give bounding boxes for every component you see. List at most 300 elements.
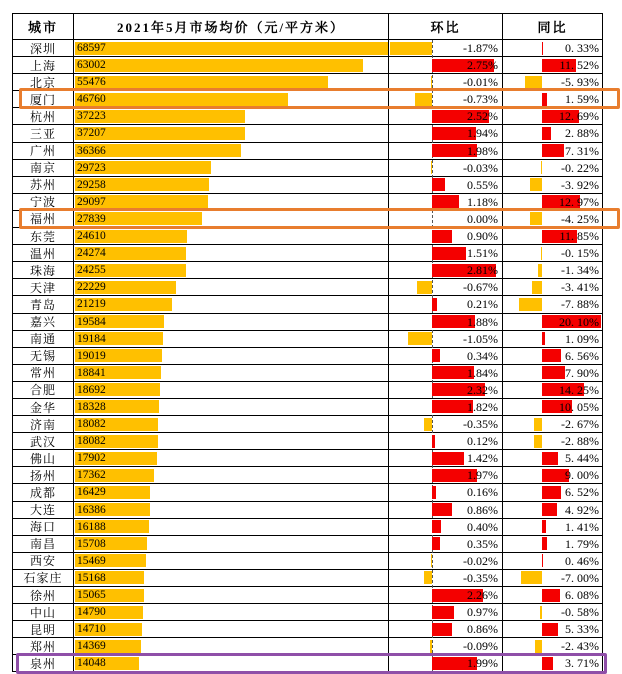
- yoy-value: 9. 00%: [565, 468, 599, 483]
- price-value: 21219: [77, 298, 106, 311]
- price-cell: [74, 40, 389, 56]
- mom-cell: [389, 365, 503, 381]
- mom-cell: [389, 279, 503, 295]
- mom-value: -0.09%: [463, 639, 498, 654]
- price-cell: [74, 570, 389, 586]
- yoy-bar: [519, 298, 542, 311]
- header-price: 2021年5月市场均价（元/平方米）: [74, 14, 389, 39]
- mom-bar: [415, 93, 432, 106]
- mom-value: -0.35%: [463, 417, 498, 432]
- mom-value: 2.32%: [467, 382, 498, 397]
- city-name: 成都: [29, 485, 56, 500]
- yoy-value: -0. 15%: [561, 246, 599, 261]
- mom-value: -0.02%: [463, 553, 498, 568]
- table-row: [13, 655, 602, 672]
- yoy-cell: [503, 604, 602, 620]
- city-cell: [13, 108, 74, 124]
- yoy-bar: [542, 332, 545, 345]
- yoy-bar: [530, 212, 543, 225]
- table-row: [13, 348, 602, 365]
- yoy-bar: [542, 486, 561, 499]
- city-cell: [13, 621, 74, 637]
- yoy-value: 11. 85%: [559, 229, 599, 244]
- table-row: [13, 143, 602, 160]
- price-value: 16386: [77, 503, 106, 516]
- price-cell: [74, 484, 389, 500]
- city-name: 金华: [29, 400, 56, 415]
- price-cell: [74, 177, 389, 193]
- price-value: 18328: [77, 400, 106, 413]
- city-name: 温州: [29, 246, 56, 261]
- city-cell: [13, 587, 74, 603]
- price-value: 29723: [77, 161, 106, 174]
- price-cell: [74, 74, 389, 90]
- mom-bar: [432, 486, 436, 499]
- yoy-cell: [503, 382, 602, 398]
- city-cell: [13, 143, 74, 159]
- yoy-value: 12. 97%: [559, 194, 599, 209]
- mom-value: 1.42%: [467, 451, 498, 466]
- yoy-bar: [530, 178, 542, 191]
- price-cell: [74, 399, 389, 415]
- table-row: [13, 314, 602, 331]
- price-cell: [74, 553, 389, 569]
- yoy-cell: [503, 40, 602, 56]
- yoy-bar: [534, 418, 542, 431]
- table-row: [13, 621, 602, 638]
- mom-cell: [389, 536, 503, 552]
- price-cell: [74, 587, 389, 603]
- yoy-cell: [503, 655, 602, 671]
- mom-value: 1.84%: [467, 365, 498, 380]
- mom-cell: [389, 416, 503, 432]
- table-row: [13, 467, 602, 484]
- yoy-value: -2. 88%: [561, 434, 599, 449]
- price-value: 24610: [77, 230, 106, 243]
- city-name: 南通: [29, 332, 56, 347]
- yoy-value: -0. 22%: [561, 160, 599, 175]
- price-cell: [74, 143, 389, 159]
- city-name: 嘉兴: [29, 315, 56, 330]
- price-value: 14369: [77, 640, 106, 653]
- yoy-cell: [503, 502, 602, 518]
- price-value: 22229: [77, 281, 106, 294]
- city-cell: [13, 348, 74, 364]
- price-value: 68597: [77, 42, 106, 54]
- mom-bar: [432, 230, 452, 243]
- mom-value: 0.00%: [467, 211, 498, 226]
- yoy-cell: [503, 570, 602, 586]
- yoy-value: -3. 92%: [561, 177, 599, 192]
- price-cell: [74, 296, 389, 312]
- yoy-bar: [538, 264, 542, 277]
- table-row: [13, 416, 602, 433]
- yoy-cell: [503, 262, 602, 278]
- city-cell: [13, 296, 74, 312]
- yoy-bar: [542, 144, 564, 157]
- yoy-cell: [503, 91, 602, 107]
- table-row: [13, 399, 602, 416]
- yoy-value: 6. 52%: [565, 485, 599, 500]
- mom-bar: [432, 247, 466, 260]
- yoy-bar: [542, 503, 557, 516]
- mom-cell: [389, 40, 503, 56]
- price-value: 14048: [77, 657, 106, 670]
- mom-value: -0.67%: [463, 280, 498, 295]
- price-value: 16429: [77, 486, 106, 499]
- mom-bar: [430, 640, 432, 653]
- yoy-bar: [542, 93, 547, 106]
- price-cell: [74, 416, 389, 432]
- mom-bar: [432, 349, 440, 362]
- table-row: [13, 108, 602, 125]
- mom-bar: [432, 178, 445, 191]
- city-cell: [13, 228, 74, 244]
- mom-value: 0.86%: [467, 502, 498, 517]
- yoy-bar: [541, 161, 542, 174]
- mom-cell: [389, 450, 503, 466]
- city-name: 珠海: [29, 263, 56, 278]
- city-cell: [13, 177, 74, 193]
- price-cell: [74, 502, 389, 518]
- table-row: [13, 587, 602, 604]
- yoy-value: 1. 41%: [565, 519, 599, 534]
- yoy-value: 10. 05%: [559, 399, 599, 414]
- city-name: 泉州: [29, 656, 56, 671]
- table-row: [13, 365, 602, 382]
- mom-value: 2.26%: [467, 588, 498, 602]
- yoy-bar: [542, 520, 546, 533]
- table-row: [13, 382, 602, 399]
- city-cell: [13, 484, 74, 500]
- city-name: 西安: [29, 554, 56, 569]
- city-name: 海口: [29, 520, 56, 535]
- mom-value: -0.03%: [463, 160, 498, 175]
- table-row: [13, 125, 602, 142]
- city-cell: [13, 160, 74, 176]
- yoy-bar: [525, 76, 543, 89]
- yoy-bar: [542, 623, 558, 636]
- mom-value: 2.81%: [467, 263, 498, 278]
- mom-value: 0.34%: [467, 348, 498, 363]
- yoy-cell: [503, 553, 602, 569]
- yoy-value: 6. 56%: [565, 348, 599, 363]
- yoy-cell: [503, 314, 602, 330]
- mom-bar: [390, 42, 432, 55]
- yoy-bar: [534, 435, 543, 448]
- yoy-cell: [503, 211, 602, 227]
- yoy-cell: [503, 416, 602, 432]
- yoy-bar: [542, 537, 547, 550]
- yoy-value: 1. 09%: [565, 331, 599, 346]
- mom-value: 1.99%: [467, 656, 498, 671]
- city-name: 南昌: [29, 537, 56, 552]
- mom-value: 0.40%: [467, 519, 498, 534]
- city-cell: [13, 450, 74, 466]
- mom-bar: [424, 418, 432, 431]
- table-row: [13, 211, 602, 228]
- table-row: [13, 262, 602, 279]
- mom-value: 1.98%: [467, 143, 498, 158]
- mom-value: 1.82%: [467, 399, 498, 414]
- yoy-cell: [503, 74, 602, 90]
- mom-value: -0.35%: [463, 570, 498, 585]
- mom-value: 1.51%: [467, 246, 498, 261]
- table-row: [13, 519, 602, 536]
- city-name: 天津: [29, 280, 56, 295]
- price-cell: [74, 638, 389, 654]
- mom-value: 1.97%: [467, 468, 498, 483]
- yoy-cell: [503, 143, 602, 159]
- yoy-bar: [542, 657, 553, 670]
- price-cell: [74, 211, 389, 227]
- price-value: 55476: [77, 76, 106, 89]
- price-value: 18082: [77, 418, 106, 431]
- price-value: 37223: [77, 110, 106, 123]
- price-bar: [75, 59, 363, 72]
- yoy-cell: [503, 125, 602, 141]
- yoy-cell: [503, 519, 602, 535]
- city-name: 三亚: [29, 127, 56, 142]
- mom-bar: [432, 298, 437, 311]
- city-name: 常州: [29, 366, 56, 381]
- mom-cell: [389, 467, 503, 483]
- table-row: [13, 433, 602, 450]
- city-name: 上海: [29, 58, 56, 73]
- mom-value: 0.21%: [467, 297, 498, 312]
- city-cell: [13, 604, 74, 620]
- city-name: 佛山: [29, 451, 56, 466]
- mom-value: 0.12%: [467, 434, 498, 449]
- yoy-cell: [503, 399, 602, 415]
- mom-value: 0.97%: [467, 605, 498, 620]
- city-cell: [13, 553, 74, 569]
- mom-bar: [424, 571, 432, 584]
- table-row: [13, 177, 602, 194]
- price-cell: [74, 450, 389, 466]
- price-cell: [74, 228, 389, 244]
- price-value: 14790: [77, 606, 106, 619]
- yoy-bar: [542, 42, 543, 55]
- price-value: 15065: [77, 589, 106, 601]
- price-cell: [74, 365, 389, 381]
- city-name: 厦门: [29, 92, 56, 107]
- price-value: 29097: [77, 195, 106, 208]
- yoy-value: 0. 46%: [565, 553, 599, 568]
- yoy-value: 20. 10%: [559, 314, 599, 329]
- table-row: [13, 450, 602, 467]
- city-name: 扬州: [29, 468, 56, 483]
- mom-cell: [389, 177, 503, 193]
- mom-value: -1.87%: [463, 41, 498, 55]
- price-value: 24274: [77, 247, 106, 260]
- city-cell: [13, 314, 74, 330]
- mom-cell: [389, 570, 503, 586]
- city-cell: [13, 638, 74, 654]
- city-name: 宁波: [29, 195, 56, 210]
- yoy-bar: [540, 606, 542, 619]
- price-cell: [74, 348, 389, 364]
- yoy-value: 6. 08%: [565, 588, 599, 602]
- city-cell: [13, 570, 74, 586]
- mom-bar: [432, 435, 435, 448]
- yoy-value: 7. 31%: [565, 143, 599, 158]
- city-name: 深圳: [29, 41, 56, 56]
- mom-bar: [431, 161, 432, 174]
- yoy-value: 2. 88%: [565, 126, 599, 141]
- yoy-value: 7. 90%: [565, 365, 599, 380]
- yoy-cell: [503, 228, 602, 244]
- city-cell: [13, 57, 74, 73]
- city-cell: [13, 655, 74, 671]
- mom-value: -0.73%: [463, 92, 498, 107]
- mom-cell: [389, 638, 503, 654]
- mom-bar: [432, 503, 452, 516]
- city-cell: [13, 536, 74, 552]
- yoy-cell: [503, 279, 602, 295]
- yoy-value: 5. 44%: [565, 451, 599, 466]
- price-value: 19019: [77, 349, 106, 362]
- yoy-value: -4. 25%: [561, 211, 599, 226]
- yoy-bar: [521, 571, 542, 584]
- price-value: 19184: [77, 332, 106, 345]
- city-name: 郑州: [29, 639, 56, 654]
- yoy-cell: [503, 536, 602, 552]
- yoy-value: -2. 43%: [561, 639, 599, 654]
- table-header: [13, 14, 602, 40]
- table-row: [13, 638, 602, 655]
- price-value: 18082: [77, 435, 106, 448]
- yoy-bar: [542, 349, 561, 362]
- mom-value: 2.52%: [467, 109, 498, 124]
- table-row: [13, 553, 602, 570]
- table-row: [13, 536, 602, 553]
- yoy-value: 4. 92%: [565, 502, 599, 517]
- price-cell: [74, 160, 389, 176]
- mom-value: 0.86%: [467, 622, 498, 637]
- price-cell: [74, 57, 389, 73]
- city-name: 济南: [29, 417, 56, 432]
- price-cell: [74, 91, 389, 107]
- yoy-bar: [532, 281, 542, 294]
- mom-bar: [432, 537, 440, 550]
- city-name: 大连: [29, 503, 56, 518]
- yoy-value: -7. 88%: [561, 297, 599, 312]
- yoy-cell: [503, 296, 602, 312]
- table-row: [13, 40, 602, 57]
- price-cell: [74, 331, 389, 347]
- table-row: [13, 331, 602, 348]
- table-row: [13, 194, 602, 211]
- city-cell: [13, 194, 74, 210]
- price-cell: [74, 433, 389, 449]
- yoy-cell: [503, 433, 602, 449]
- mom-bar: [432, 195, 459, 208]
- yoy-bar: [542, 589, 560, 602]
- price-value: 18841: [77, 366, 106, 379]
- mom-cell: [389, 194, 503, 210]
- price-value: 63002: [77, 59, 106, 72]
- yoy-value: 12. 69%: [559, 109, 599, 124]
- price-value: 14710: [77, 623, 106, 636]
- mom-value: 1.18%: [467, 194, 498, 209]
- mom-cell: [389, 331, 503, 347]
- city-cell: [13, 40, 74, 56]
- city-name: 广州: [29, 144, 56, 159]
- mom-cell: [389, 502, 503, 518]
- city-cell: [13, 74, 74, 90]
- city-name: 徐州: [29, 588, 56, 603]
- table-row: [13, 160, 602, 177]
- city-cell: [13, 519, 74, 535]
- mom-cell: [389, 484, 503, 500]
- mom-cell: [389, 262, 503, 278]
- mom-cell: [389, 125, 503, 141]
- city-cell: [13, 125, 74, 141]
- city-name: 南京: [29, 161, 56, 176]
- city-name: 青岛: [29, 297, 56, 312]
- city-cell: [13, 416, 74, 432]
- mom-value: -1.05%: [463, 331, 498, 346]
- price-value: 17362: [77, 469, 106, 482]
- price-cell: [74, 467, 389, 483]
- mom-value: 0.90%: [467, 229, 498, 244]
- city-name: 合肥: [29, 383, 56, 398]
- mom-cell: [389, 433, 503, 449]
- city-name: 中山: [29, 605, 56, 620]
- price-bar: [75, 93, 288, 106]
- mom-bar: [432, 520, 441, 533]
- yoy-value: 3. 71%: [565, 656, 599, 671]
- yoy-bar: [542, 127, 551, 140]
- city-name: 苏州: [29, 178, 56, 193]
- mom-cell: [389, 91, 503, 107]
- price-cell: [74, 125, 389, 141]
- yoy-bar: [541, 247, 542, 260]
- city-name: 杭州: [29, 109, 56, 124]
- mom-cell: [389, 399, 503, 415]
- mom-cell: [389, 57, 503, 73]
- mom-cell: [389, 245, 503, 261]
- yoy-value: -7. 00%: [561, 570, 599, 585]
- price-value: 19584: [77, 315, 106, 328]
- yoy-cell: [503, 450, 602, 466]
- yoy-value: 1. 79%: [565, 536, 599, 551]
- mom-cell: [389, 519, 503, 535]
- yoy-cell: [503, 331, 602, 347]
- mom-cell: [389, 621, 503, 637]
- yoy-value: 14. 25%: [559, 382, 599, 397]
- price-cell: [74, 382, 389, 398]
- mom-bar: [432, 452, 464, 465]
- mom-cell: [389, 228, 503, 244]
- city-name: 北京: [29, 75, 56, 90]
- mom-bar: [408, 332, 432, 345]
- price-cell: [74, 655, 389, 671]
- yoy-cell: [503, 57, 602, 73]
- price-cell: [74, 262, 389, 278]
- header-city: 城市: [13, 14, 74, 39]
- mom-cell: [389, 108, 503, 124]
- yoy-bar: [542, 452, 558, 465]
- price-value: 15168: [77, 571, 106, 584]
- yoy-cell: [503, 348, 602, 364]
- city-cell: [13, 279, 74, 295]
- header-yoy: 同比: [537, 20, 568, 35]
- price-value: 36366: [77, 144, 106, 157]
- price-cell: [74, 245, 389, 261]
- city-price-table: [12, 13, 603, 672]
